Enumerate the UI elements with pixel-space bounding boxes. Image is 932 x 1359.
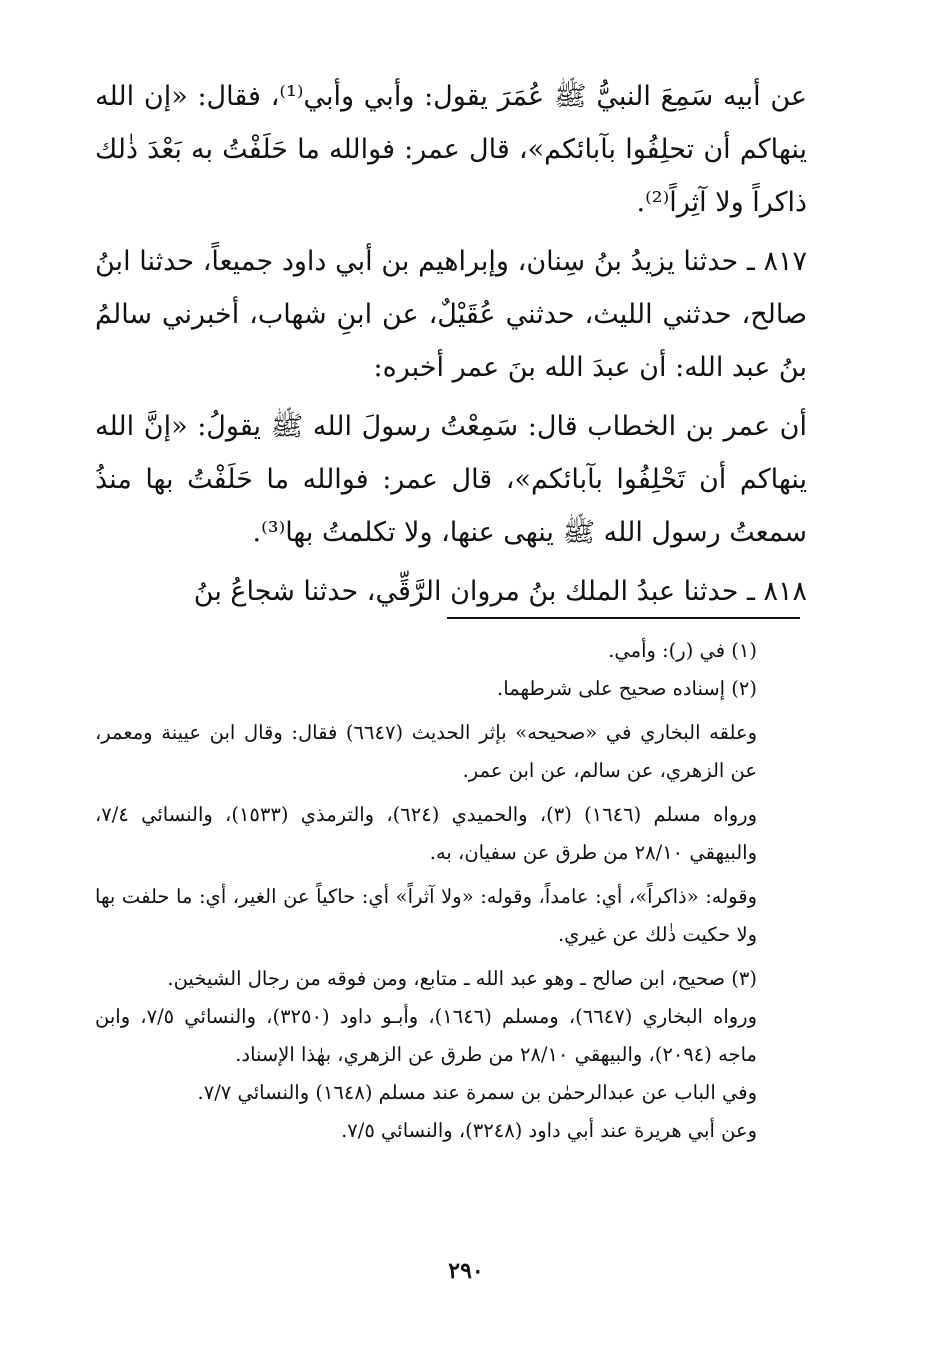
- hadith-paragraph-817-matn: أن عمر بن الخطاب قال: سَمِعْتُ رسولَ الله ﷺ يقولُ: «إنَّ الله ينهاكم أن تَحْلِفُوا بآبائكم»، قال عمر: فوالله ما حَلَفْتُ بها منذُ سمعتُ رسول الله ﷺ ينهى عنها، ولا تكلمتُ بها⁽³⁾.: [95, 411, 807, 548]
- footnote-2-sources: ورواه مسلم (١٦٤٦) (٣)، والحميدي (٦٢٤)، والترمذي (١٥٣٣)، والنسائي ٧/٤، والبيهقي ٢٨/١٠ من طرق عن سفيان، به.: [95, 803, 757, 864]
- footnote-3-bab-samura: وفي الباب عن عبدالرحمٰن بن سمرة عند مسلم (١٦٤٨) والنسائي ٧/٧.: [197, 1081, 757, 1104]
- footnote-separator: [447, 617, 800, 619]
- page-number: ٢٩٠: [448, 1258, 484, 1284]
- footnote-2-bukhari-note: وعلقه البخاري في «صحيحه» بإثر الحديث (٦٦٤٧) فقال: وقال ابن عيينة ومعمر، عن الزهري، عن سالم، عن ابن عمر.: [95, 721, 757, 782]
- footnotes: [95, 632, 807, 1150]
- footnote-3-sources: ورواه البخاري (٦٦٤٧)، ومسلم (١٦٤٦)، وأبـو داود (٣٢٥٠)، والنسائي ٧/٥، وابن ماجه (٢٠٩٤)، والبيهقي ٢٨/١٠ من طرق عن الزهري، بهٰذا الإسناد.: [95, 1005, 757, 1066]
- main-text: [95, 70, 807, 618]
- hadith-paragraph-817-isnad: ٨١٧ ـ حدثنا يزيدُ بنُ سِنان، وإبراهيم بن أبي داود جميعاً، حدثنا ابنُ صالح، حدثني الليث، حدثني عُقَيْلٌ، عن ابنِ شهاب، أخبرني سالمُ بنُ عبد الله: أن عبدَ الله بنَ عمر أخبره:: [95, 246, 807, 383]
- hadith-paragraph-continuation: عن أبيه سَمِعَ النبيُّ ﷺ عُمَرَ يقول: وأبي وأبي⁽¹⁾، فقال: «إن الله ينهاكم أن تحلِفُوا بآبائكم»، قال عمر: فوالله ما حَلَفْتُ به بَعْدَ ذٰلك ذاكراً ولا آثِراً⁽²⁾.: [95, 81, 807, 218]
- footnote-3-bab-abu-hurayra: وعن أبي هريرة عند أبي داود (٣٢٤٨)، والنسائي ٧/٥.: [341, 1119, 757, 1142]
- footnote-3: (٣) صحيح، ابن صالح ـ وهو عبد الله ـ متابع، ومن فوقه من رجال الشيخين.: [167, 967, 757, 990]
- footnote-1: (١) في (ر): وأمي.: [608, 639, 757, 662]
- hadith-paragraph-818-start: ٨١٨ ـ حدثنا عبدُ الملك بنُ مروان الرَّقِّي، حدثنا شجاعُ بنُ: [193, 576, 807, 607]
- footnote-2-explanation: وقوله: «ذاكراً»، أي: عامداً، وقوله: «ولا آثراً» أي: حاكياً عن الغير، أي: ما حلفت بها ولا حكيت ذٰلك عن غيري.: [95, 885, 757, 946]
- footnote-2: (٢) إسناده صحيح على شرطهما.: [497, 677, 757, 700]
